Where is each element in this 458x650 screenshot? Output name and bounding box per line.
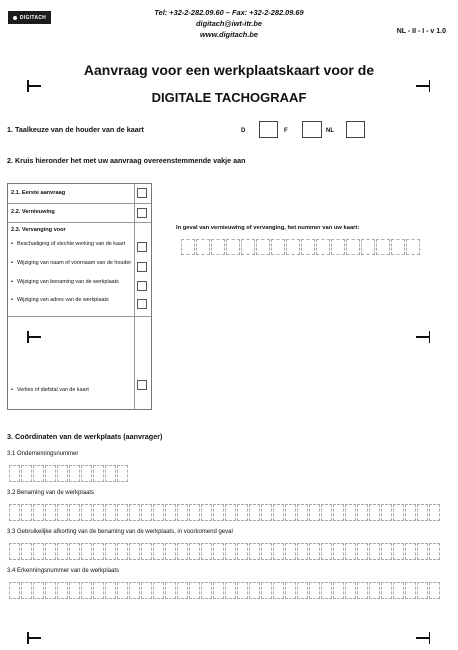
contact-tel-fax: Tel: +32-2-282.09.60 – Fax: +32-2-282.09.69 bbox=[154, 8, 304, 17]
character-cell[interactable] bbox=[261, 582, 272, 599]
character-cell[interactable] bbox=[417, 543, 428, 560]
workshop-name-input[interactable] bbox=[9, 504, 441, 521]
checkbox-first-application[interactable] bbox=[137, 188, 147, 198]
character-cell[interactable] bbox=[321, 504, 332, 521]
table-divider bbox=[8, 316, 151, 317]
form-subtitle: DIGITALE TACHOGRAAF bbox=[151, 90, 307, 105]
character-cell[interactable] bbox=[316, 239, 330, 255]
option-row-replacement bbox=[8, 223, 151, 241]
character-cell[interactable] bbox=[333, 504, 344, 521]
accreditation-number-input[interactable] bbox=[9, 582, 441, 599]
character-cell[interactable] bbox=[129, 504, 140, 521]
character-cell[interactable] bbox=[93, 582, 104, 599]
character-cell[interactable] bbox=[141, 582, 152, 599]
character-cell[interactable] bbox=[376, 239, 390, 255]
reason-name-change bbox=[11, 260, 133, 266]
checkbox-reason-address[interactable] bbox=[137, 299, 147, 309]
character-cell[interactable] bbox=[297, 582, 308, 599]
character-cell[interactable] bbox=[321, 543, 332, 560]
option-label-first: 2.1. Eerste aanvraag bbox=[11, 190, 66, 196]
character-cell[interactable] bbox=[105, 504, 116, 521]
character-cell[interactable] bbox=[57, 504, 68, 521]
reason-damage bbox=[11, 241, 133, 247]
character-cell[interactable] bbox=[57, 543, 68, 560]
character-cell[interactable] bbox=[346, 239, 360, 255]
option-row-first bbox=[8, 184, 151, 204]
character-cell[interactable] bbox=[333, 543, 344, 560]
character-cell[interactable] bbox=[309, 504, 320, 521]
character-cell[interactable] bbox=[237, 504, 248, 521]
registration-mark-icon bbox=[416, 632, 430, 644]
character-cell[interactable] bbox=[237, 543, 248, 560]
character-cell[interactable] bbox=[237, 582, 248, 599]
lang-label-d: D bbox=[241, 128, 246, 134]
character-cell[interactable] bbox=[285, 543, 296, 560]
character-cell[interactable] bbox=[405, 543, 416, 560]
character-cell[interactable] bbox=[226, 239, 240, 255]
character-cell[interactable] bbox=[165, 543, 176, 560]
character-cell[interactable] bbox=[357, 582, 368, 599]
card-number-label: In geval van vernieuwing of vervanging, het nummer van uw kaart: bbox=[176, 225, 360, 231]
card-number-input[interactable] bbox=[181, 239, 421, 255]
character-cell[interactable] bbox=[93, 504, 104, 521]
character-cell[interactable] bbox=[33, 504, 44, 521]
lang-label-f: F bbox=[284, 128, 288, 134]
form-title: Aanvraag voor een werkplaatskaart voor de bbox=[83, 62, 375, 78]
checkbox-loss-theft[interactable] bbox=[137, 380, 147, 390]
checkbox-renewal[interactable] bbox=[137, 208, 147, 218]
character-cell[interactable] bbox=[9, 504, 20, 521]
character-cell[interactable] bbox=[381, 504, 392, 521]
character-cell[interactable] bbox=[105, 465, 116, 482]
character-cell[interactable] bbox=[225, 582, 236, 599]
character-cell[interactable] bbox=[21, 582, 32, 599]
character-cell[interactable] bbox=[189, 582, 200, 599]
character-cell[interactable] bbox=[69, 543, 80, 560]
character-cell[interactable] bbox=[429, 543, 440, 560]
application-type-table bbox=[7, 183, 152, 410]
character-cell[interactable] bbox=[261, 543, 272, 560]
character-cell[interactable] bbox=[181, 239, 195, 255]
character-cell[interactable] bbox=[9, 465, 20, 482]
character-cell[interactable] bbox=[273, 543, 284, 560]
character-cell[interactable] bbox=[256, 239, 270, 255]
registration-mark-icon bbox=[416, 331, 430, 343]
character-cell[interactable] bbox=[393, 504, 404, 521]
field-label-accreditation-number: 3.4 Erkenningsnummer van de werkplaats bbox=[7, 568, 120, 574]
character-cell[interactable] bbox=[69, 582, 80, 599]
character-cell[interactable] bbox=[286, 239, 300, 255]
character-cell[interactable] bbox=[406, 239, 420, 255]
character-cell[interactable] bbox=[405, 504, 416, 521]
reason-workshop-name-change bbox=[11, 279, 133, 285]
contact-website: www.digitach.be bbox=[199, 30, 259, 39]
character-cell[interactable] bbox=[201, 504, 212, 521]
character-cell[interactable] bbox=[153, 543, 164, 560]
character-cell[interactable] bbox=[297, 543, 308, 560]
character-cell[interactable] bbox=[129, 543, 140, 560]
lang-checkbox-nl[interactable] bbox=[346, 121, 365, 138]
character-cell[interactable] bbox=[381, 582, 392, 599]
character-cell[interactable] bbox=[129, 582, 140, 599]
option-row-renewal bbox=[8, 204, 151, 223]
character-cell[interactable] bbox=[241, 239, 255, 255]
character-cell[interactable] bbox=[273, 582, 284, 599]
character-cell[interactable] bbox=[9, 582, 20, 599]
character-cell[interactable] bbox=[361, 239, 375, 255]
character-cell[interactable] bbox=[141, 504, 152, 521]
character-cell[interactable] bbox=[189, 504, 200, 521]
character-cell[interactable] bbox=[81, 465, 92, 482]
reason-label: Beschadiging of slechte werking van de kaart bbox=[17, 241, 126, 247]
character-cell[interactable] bbox=[369, 582, 380, 599]
character-cell[interactable] bbox=[153, 582, 164, 599]
field-label-workshop-name: 3.2 Benaming van de werkplaats bbox=[7, 490, 95, 496]
character-cell[interactable] bbox=[189, 543, 200, 560]
checkbox-reason-workshop-name[interactable] bbox=[137, 281, 147, 291]
character-cell[interactable] bbox=[196, 239, 210, 255]
section1-heading: 1. Taalkeuze van de houder van de kaart bbox=[7, 125, 144, 134]
character-cell[interactable] bbox=[165, 504, 176, 521]
character-cell[interactable] bbox=[225, 543, 236, 560]
character-cell[interactable] bbox=[225, 504, 236, 521]
bullet-icon: ▪ bbox=[11, 279, 13, 285]
character-cell[interactable] bbox=[417, 582, 428, 599]
reason-label: Wijziging van naam of voornaam van de houder bbox=[17, 260, 132, 266]
character-cell[interactable] bbox=[301, 239, 315, 255]
option-label-replacement: 2.3. Vervanging voor bbox=[11, 227, 66, 233]
reason-label: Wijziging van adres van de werkplaats bbox=[17, 297, 109, 303]
reason-loss-theft bbox=[11, 387, 133, 393]
lang-checkbox-d[interactable] bbox=[259, 121, 278, 138]
bullet-icon: ▪ bbox=[11, 260, 13, 266]
bullet-icon: ▪ bbox=[11, 241, 13, 247]
character-cell[interactable] bbox=[177, 543, 188, 560]
checkbox-reason-damage[interactable] bbox=[137, 242, 147, 252]
character-cell[interactable] bbox=[93, 543, 104, 560]
character-cell[interactable] bbox=[45, 543, 56, 560]
character-cell[interactable] bbox=[153, 504, 164, 521]
lang-checkbox-f[interactable] bbox=[302, 121, 322, 138]
character-cell[interactable] bbox=[105, 582, 116, 599]
character-cell[interactable] bbox=[357, 543, 368, 560]
character-cell[interactable] bbox=[201, 543, 212, 560]
character-cell[interactable] bbox=[201, 582, 212, 599]
character-cell[interactable] bbox=[393, 582, 404, 599]
character-cell[interactable] bbox=[213, 504, 224, 521]
character-cell[interactable] bbox=[273, 504, 284, 521]
reason-label: Wijziging van benaming van de werkplaats bbox=[17, 279, 119, 285]
character-cell[interactable] bbox=[81, 504, 92, 521]
character-cell[interactable] bbox=[391, 239, 405, 255]
character-cell[interactable] bbox=[417, 504, 428, 521]
character-cell[interactable] bbox=[309, 582, 320, 599]
contact-email: digitach@iwt-itr.be bbox=[196, 19, 262, 28]
character-cell[interactable] bbox=[285, 582, 296, 599]
character-cell[interactable] bbox=[69, 504, 80, 521]
bullet-icon: ▪ bbox=[11, 387, 13, 393]
character-cell[interactable] bbox=[381, 543, 392, 560]
character-cell[interactable] bbox=[321, 582, 332, 599]
character-cell[interactable] bbox=[261, 504, 272, 521]
character-cell[interactable] bbox=[357, 504, 368, 521]
option-label-renewal: 2.2. Vernieuwing bbox=[11, 209, 55, 215]
character-cell[interactable] bbox=[331, 239, 345, 255]
character-cell[interactable] bbox=[117, 543, 128, 560]
character-cell[interactable] bbox=[345, 543, 356, 560]
character-cell[interactable] bbox=[21, 504, 32, 521]
character-cell[interactable] bbox=[117, 504, 128, 521]
character-cell[interactable] bbox=[213, 582, 224, 599]
character-cell[interactable] bbox=[81, 543, 92, 560]
character-cell[interactable] bbox=[117, 465, 128, 482]
character-cell[interactable] bbox=[405, 582, 416, 599]
character-cell[interactable] bbox=[45, 582, 56, 599]
character-cell[interactable] bbox=[93, 465, 104, 482]
character-cell[interactable] bbox=[249, 543, 260, 560]
character-cell[interactable] bbox=[309, 543, 320, 560]
field-label-company-number: 3.1 Ondernemingsnummer bbox=[7, 451, 79, 457]
character-cell[interactable] bbox=[21, 543, 32, 560]
character-cell[interactable] bbox=[369, 543, 380, 560]
character-cell[interactable] bbox=[33, 543, 44, 560]
character-cell[interactable] bbox=[81, 582, 92, 599]
character-cell[interactable] bbox=[213, 543, 224, 560]
reason-address-change bbox=[11, 297, 133, 303]
character-cell[interactable] bbox=[333, 582, 344, 599]
character-cell[interactable] bbox=[45, 504, 56, 521]
checkbox-reason-name-change[interactable] bbox=[137, 262, 147, 272]
abbreviation-input[interactable] bbox=[9, 543, 441, 560]
character-cell[interactable] bbox=[33, 582, 44, 599]
character-cell[interactable] bbox=[345, 504, 356, 521]
reason-label: Verlies of diefstal van de kaart bbox=[17, 387, 89, 393]
character-cell[interactable] bbox=[271, 239, 285, 255]
lang-label-nl: NL bbox=[326, 128, 334, 134]
character-cell[interactable] bbox=[285, 504, 296, 521]
section3-heading: 3. Coördinaten van de werkplaats (aanvrager) bbox=[7, 432, 163, 441]
character-cell[interactable] bbox=[33, 465, 44, 482]
character-cell[interactable] bbox=[211, 239, 225, 255]
character-cell[interactable] bbox=[429, 582, 440, 599]
character-cell[interactable] bbox=[393, 543, 404, 560]
company-number-input[interactable] bbox=[9, 465, 129, 482]
registration-mark-icon bbox=[27, 632, 41, 644]
character-cell[interactable] bbox=[165, 582, 176, 599]
character-cell[interactable] bbox=[117, 582, 128, 599]
character-cell[interactable] bbox=[297, 504, 308, 521]
character-cell[interactable] bbox=[141, 543, 152, 560]
bullet-icon: ▪ bbox=[11, 297, 13, 303]
character-cell[interactable] bbox=[57, 582, 68, 599]
character-cell[interactable] bbox=[429, 504, 440, 521]
character-cell[interactable] bbox=[249, 582, 260, 599]
character-cell[interactable] bbox=[345, 582, 356, 599]
logo-text: DIGITACH bbox=[19, 14, 47, 21]
character-cell[interactable] bbox=[21, 465, 32, 482]
form-version: NL - II - I - v 1.0 bbox=[396, 28, 446, 35]
character-cell[interactable] bbox=[57, 465, 68, 482]
character-cell[interactable] bbox=[249, 504, 260, 521]
character-cell[interactable] bbox=[369, 504, 380, 521]
character-cell[interactable] bbox=[105, 543, 116, 560]
character-cell[interactable] bbox=[177, 582, 188, 599]
section2-heading: 2. Kruis hieronder het met uw aanvraag overeenstemmende vakje aan bbox=[7, 156, 246, 165]
field-label-abbreviation: 3.3 Gebruikelijke afkorting van de benaming van de werkplaats, in voorkomend geval bbox=[7, 529, 233, 535]
character-cell[interactable] bbox=[9, 543, 20, 560]
character-cell[interactable] bbox=[69, 465, 80, 482]
character-cell[interactable] bbox=[45, 465, 56, 482]
character-cell[interactable] bbox=[177, 504, 188, 521]
